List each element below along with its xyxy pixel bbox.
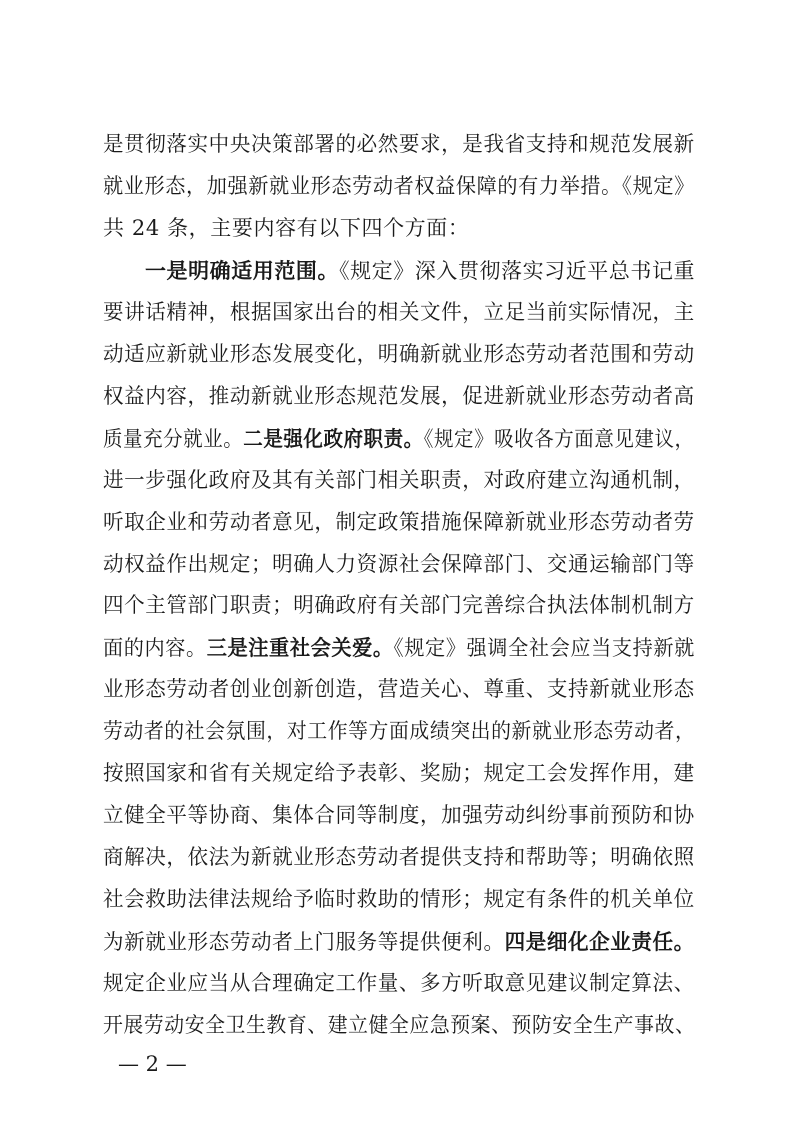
text-line-17 (103, 795, 695, 837)
text-segment: 是贯彻落实中央决策部署的必然要求，是我省支持和规范发展新 (103, 132, 695, 156)
text-line-15 (103, 711, 695, 753)
text-segment: 商解决，依法为新就业形态劳动者提供支持和帮助等；明确依照 (103, 845, 695, 870)
text-line-5 (103, 292, 695, 334)
text-line-8 (103, 418, 695, 460)
text-line-7 (103, 376, 695, 418)
text-segment: 共 24 条，主要内容有以下四个方面： (103, 215, 470, 240)
text-segment: 《规定》深入贯彻落实习近平总书记重 (339, 258, 696, 283)
text-segment: 按照国家和省有关规定给予表彰、奖励；规定工会发挥作用，建 (103, 761, 695, 786)
text-segment: 为新就业形态劳动者上门服务等提供便利。 (103, 930, 505, 955)
text-segment: 动适应新就业形态发展变化，明确新就业形态劳动者范围和劳动 (103, 341, 695, 366)
text-segment: 业形态劳动者创业创新创造，营造关心、尊重、支持新就业形态 (103, 677, 695, 702)
text-segment: 劳动者的社会氛围，对工作等方面成绩突出的新就业形态劳动者， (103, 719, 696, 744)
text-line-13 (103, 627, 695, 669)
text-line-1 (103, 124, 695, 166)
text-line-6 (103, 334, 695, 376)
text-segment: 就业形态，加强新就业形态劳动者权益保障的有力举措。《规定》 (103, 173, 695, 198)
text-line-16 (103, 753, 695, 795)
page-number: — 2 — (118, 1051, 187, 1076)
text-segment: 《规定》强调全社会应当支持新就 (393, 636, 695, 661)
text-segment: 权益内容，推动新就业形态规范发展，促进新就业形态劳动者高 (103, 383, 695, 408)
text-segment: 社会救助法律法规给予临时救助的情形；规定有条件的机关单位 (103, 887, 695, 912)
text-segment: 《规定》吸收各方面意见建议， (423, 426, 695, 451)
text-line-3 (103, 208, 695, 250)
text-segment: 质量充分就业。 (103, 426, 244, 451)
text-line-19 (103, 879, 695, 921)
text-line-10 (103, 502, 695, 544)
text-segment: 动权益作出规定；明确人力资源社会保障部门、交通运输部门等 (103, 551, 695, 576)
text-line-2 (103, 166, 695, 208)
text-line-9 (103, 460, 695, 502)
text-segment: 要讲话精神，根据国家出台的相关文件，立足当前实际情况，主 (103, 299, 695, 324)
text-line-11 (103, 544, 695, 586)
text-line-4 (145, 250, 695, 292)
text-segment: 规定企业应当从合理确定工作量、多方听取意见建议制定算法、 (103, 971, 695, 996)
text-line-21 (103, 963, 695, 1005)
text-segment: 进一步强化政府及其有关部门相关职责，对政府建立沟通机制， (103, 467, 695, 492)
section-heading-2: 二是强化政府职责。 (243, 425, 424, 451)
text-segment: 听取企业和劳动者意见，制定政策措施保障新就业形态劳动者劳 (103, 509, 695, 534)
text-segment: 开展劳动安全卫生教育、建立健全应急预案、预防安全生产事故、 (103, 1013, 696, 1037)
text-segment: 面的内容。 (103, 636, 207, 661)
text-segment: 立健全平等协商、集体合同等制度，加强劳动纠纷事前预防和协 (103, 803, 695, 828)
section-heading-3: 三是注重社会关爱。 (206, 635, 394, 661)
section-heading-1: 一是明确适用范围。 (145, 257, 340, 283)
text-line-18 (103, 837, 695, 879)
text-line-22 (103, 1005, 695, 1047)
text-line-20 (103, 921, 695, 963)
text-segment: 四个主管部门职责；明确政府有关部门完善综合执法体制机制方 (103, 593, 695, 618)
text-line-12 (103, 585, 695, 627)
text-line-14 (103, 669, 695, 711)
section-heading-4: 四是细化企业责任。 (504, 929, 695, 955)
